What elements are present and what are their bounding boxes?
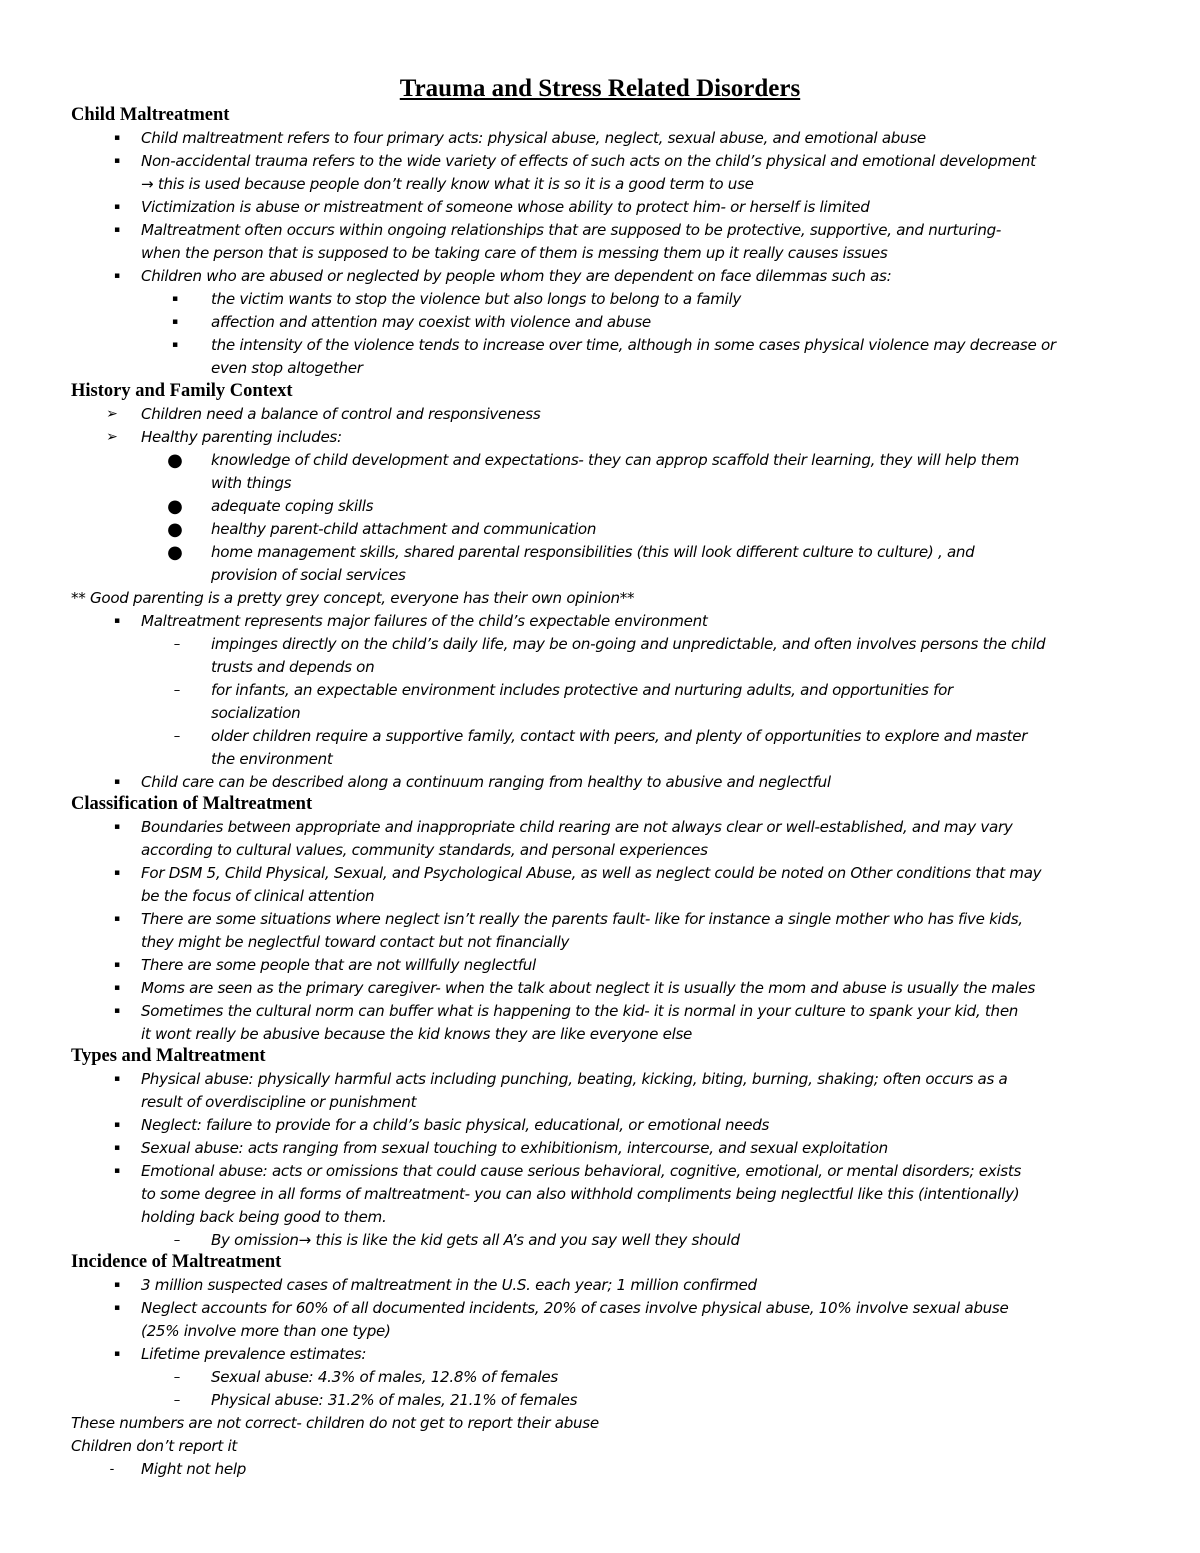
bullet-marker: ▪: [113, 271, 121, 281]
section-heading: Incidence of Maltreatment: [71, 1252, 282, 1272]
text-line: Boundaries between appropriate and inappropriate child rearing are not always clear or well-established, and may vary: [141, 818, 1013, 836]
text-line: By omission→ this is like the kid gets all A’s and you say well they should: [211, 1231, 740, 1249]
text-line: Children need a balance of control and responsiveness: [141, 405, 541, 423]
text-line: There are some people that are not willfully neglectful: [141, 956, 536, 974]
bullet-marker: ▪: [171, 294, 179, 304]
bullet-marker: ▪: [113, 777, 121, 787]
bullet-marker: ▪: [113, 1303, 121, 1313]
text-line: knowledge of child development and expectations- they can approp scaffold their learning, they will help them: [211, 451, 1020, 469]
text-line: → this is used because people don’t really know what it is so it is a good term to use: [141, 175, 754, 193]
text-line: Non-accidental trauma refers to the wide variety of effects of such acts on the child’s physical and emotional development: [141, 152, 1036, 170]
bullet-marker: ▪: [171, 340, 179, 350]
text-line: There are some situations where neglect isn’t really the parents fault- like for instance a single mother who has five kids,: [141, 910, 1023, 928]
bullet-marker: ▪: [113, 822, 121, 832]
text-line: provision of social services: [211, 566, 406, 584]
text-line: Maltreatment often occurs within ongoing relationships that are supposed to be protective, supportive, and nurturing-: [141, 221, 1002, 239]
bullet-marker: ●: [167, 450, 183, 471]
text-line: Moms are seen as the primary caregiver- when the talk about neglect it is usually the mom and abuse is usually the males: [141, 979, 1036, 997]
text-line: Healthy parenting includes:: [141, 428, 342, 446]
text-line: to some degree in all forms of maltreatment- you can also withhold compliments being neglectful like this (intentionally): [141, 1185, 1020, 1203]
text-line: it wont really be abusive because the kid knows they are like everyone else: [141, 1025, 693, 1043]
bullet-marker: ➢: [106, 429, 118, 445]
bullet-marker: ▪: [113, 1006, 121, 1016]
text-line: 3 million suspected cases of maltreatment in the U.S. each year; 1 million confirmed: [141, 1276, 757, 1294]
text-line: home management skills, shared parental responsibilities (this will look different culture to culture) , and: [211, 543, 975, 561]
bullet-marker: ▪: [113, 1166, 121, 1176]
bullet-marker: ▪: [113, 960, 121, 970]
bullet-marker: ▪: [113, 1120, 121, 1130]
bullet-marker: ▪: [113, 616, 121, 626]
text-line: socialization: [211, 704, 301, 722]
section-heading: Types and Maltreatment: [71, 1046, 266, 1066]
text-line: Child care can be described along a continuum ranging from healthy to abusive and neglectful: [141, 773, 831, 791]
page-title: Trauma and Stress Related Disorders: [399, 75, 801, 102]
text-line: result of overdiscipline or punishment: [141, 1093, 417, 1111]
text-line: older children require a supportive family, contact with peers, and plenty of opportunities to explore and master: [211, 727, 1028, 745]
bullet-marker: ▪: [113, 202, 121, 212]
bullet-marker: -: [109, 1462, 115, 1477]
bullet-marker: –: [173, 1393, 181, 1408]
bullet-marker: ●: [167, 542, 183, 563]
text-line: Lifetime prevalence estimates:: [141, 1345, 367, 1363]
bullet-marker: –: [173, 1370, 181, 1385]
text-line: Sometimes the cultural norm can buffer what is happening to the kid- it is normal in your culture to spank your kid, then: [141, 1002, 1019, 1020]
text-line: Physical abuse: 31.2% of males, 21.1% of females: [211, 1391, 578, 1409]
text-line: ** Good parenting is a pretty grey concept, everyone has their own opinion**: [71, 589, 635, 607]
section-heading: Child Maltreatment: [71, 105, 230, 125]
bullet-marker: ▪: [113, 983, 121, 993]
text-line: holding back being good to them.: [141, 1208, 387, 1226]
section-heading: Classification of Maltreatment: [71, 794, 313, 814]
text-line: even stop altogether: [211, 359, 363, 377]
text-line: Might not help: [141, 1460, 247, 1478]
bullet-marker: ▪: [171, 317, 179, 327]
bullet-marker: –: [173, 729, 181, 744]
text-line: the victim wants to stop the violence but also longs to belong to a family: [211, 290, 742, 308]
text-line: For DSM 5, Child Physical, Sexual, and Psychological Abuse, as well as neglect could be noted on Other conditions that may: [141, 864, 1042, 882]
text-line: be the focus of clinical attention: [141, 887, 375, 905]
text-line: Emotional abuse: acts or omissions that could cause serious behavioral, cognitive, emotional, or mental disorders; exists: [141, 1162, 1022, 1180]
bullet-marker: ▪: [113, 1280, 121, 1290]
text-line: trusts and depends on: [211, 658, 375, 676]
text-line: impinges directly on the child’s daily life, may be on-going and unpredictable, and often involves persons the child: [211, 635, 1046, 653]
bullet-marker: ▪: [113, 133, 121, 143]
bullet-marker: –: [173, 683, 181, 698]
text-line: Child maltreatment refers to four primary acts: physical abuse, neglect, sexual abuse, and emotional abuse: [141, 129, 926, 147]
text-line: the environment: [211, 750, 333, 768]
text-line: Victimization is abuse or mistreatment of someone whose ability to protect him- or herself is limited: [141, 198, 870, 216]
text-line: Neglect: failure to provide for a child’s basic physical, educational, or emotional needs: [141, 1116, 770, 1134]
bullet-marker: ▪: [113, 1143, 121, 1153]
bullet-marker: ▪: [113, 1074, 121, 1084]
text-line: Sexual abuse: 4.3% of males, 12.8% of females: [211, 1368, 558, 1386]
bullet-marker: ➢: [106, 406, 118, 422]
text-line: the intensity of the violence tends to increase over time, although in some cases physical violence may decrease or: [211, 336, 1056, 354]
text-line: Children don’t report it: [71, 1437, 237, 1455]
text-line: Physical abuse: physically harmful acts including punching, beating, kicking, biting, burning, shaking; often occurs as a: [141, 1070, 1008, 1088]
text-line: healthy parent-child attachment and communication: [211, 520, 597, 538]
text-line: with things: [211, 474, 292, 492]
text-line: Sexual abuse: acts ranging from sexual touching to exhibitionism, intercourse, and sexual exploitation: [141, 1139, 888, 1157]
bullet-marker: ▪: [113, 868, 121, 878]
text-line: affection and attention may coexist with violence and abuse: [211, 313, 651, 331]
section-heading: History and Family Context: [71, 381, 293, 401]
text-line: for infants, an expectable environment includes protective and nurturing adults, and opportunities for: [211, 681, 953, 699]
bullet-marker: –: [173, 637, 181, 652]
text-line: when the person that is supposed to be taking care of them is messing them up it really causes issues: [141, 244, 888, 262]
bullet-marker: ▪: [113, 225, 121, 235]
text-line: Maltreatment represents major failures of the child’s expectable environment: [141, 612, 708, 630]
text-line: Neglect accounts for 60% of all documented incidents, 20% of cases involve physical abuse, 10% involve sexual abuse: [141, 1299, 1009, 1317]
text-line: Children who are abused or neglected by people whom they are dependent on face dilemmas such as:: [141, 267, 892, 285]
bullet-marker: –: [173, 1233, 181, 1248]
text-line: they might be neglectful toward contact but not financially: [141, 933, 570, 951]
bullet-marker: ●: [167, 519, 183, 540]
text-line: according to cultural values, community standards, and personal experiences: [141, 841, 708, 859]
text-line: These numbers are not correct- children do not get to report their abuse: [71, 1414, 599, 1432]
text-line: (25% involve more than one type): [141, 1322, 391, 1340]
bullet-marker: ▪: [113, 914, 121, 924]
text-line: adequate coping skills: [211, 497, 374, 515]
bullet-marker: ▪: [113, 1349, 121, 1359]
bullet-marker: ▪: [113, 156, 121, 166]
bullet-marker: ●: [167, 496, 183, 517]
